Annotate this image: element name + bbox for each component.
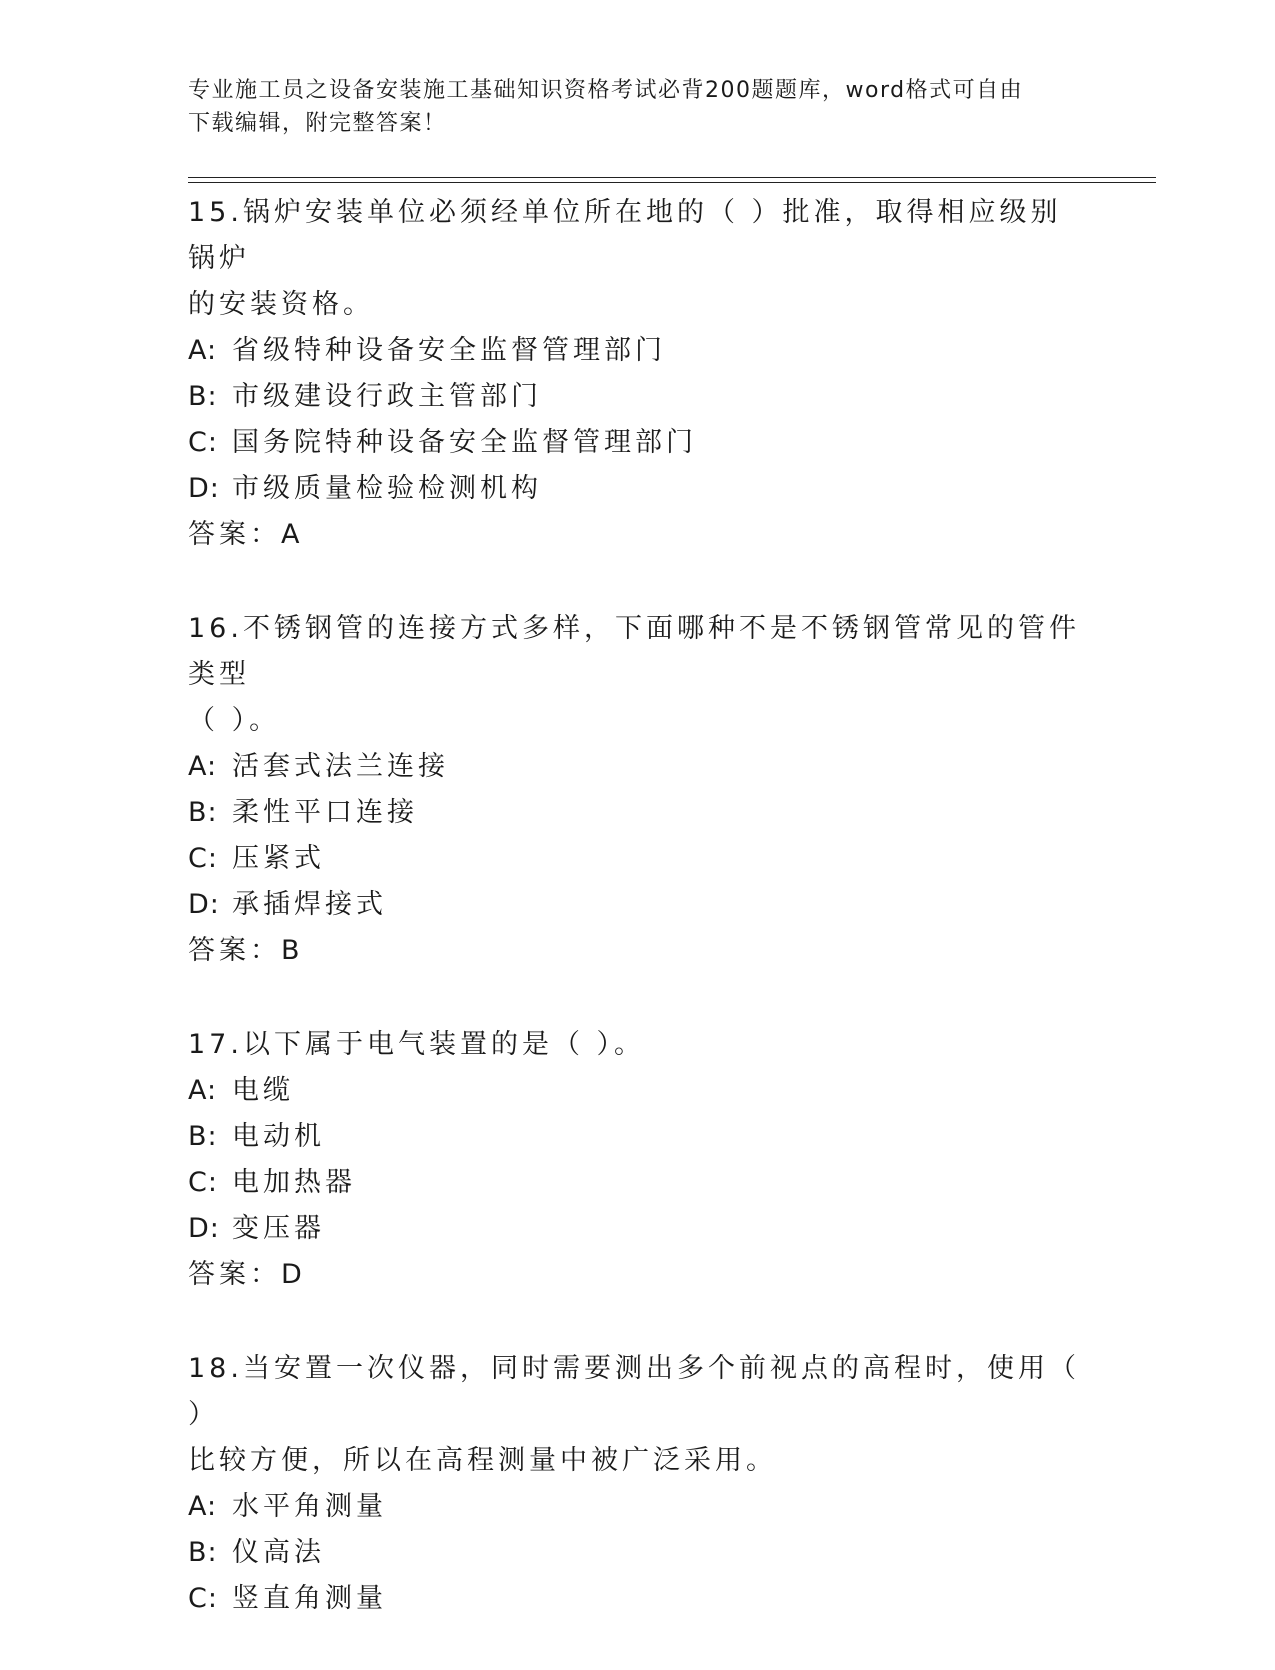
option-text: 变压器 bbox=[232, 1213, 325, 1244]
answer-label: 答案： bbox=[188, 935, 281, 966]
option-c bbox=[188, 836, 1088, 882]
question-text-line: 16.不锈钢管的连接方式多样，下面哪种不是不锈钢管常见的管件类型 bbox=[188, 613, 1080, 690]
option-key: A: bbox=[188, 335, 218, 366]
option-text: 仪高法 bbox=[232, 1537, 325, 1568]
option-text: 省级特种设备安全监督管理部门 bbox=[232, 335, 666, 366]
option-b bbox=[188, 1114, 1088, 1160]
option-text: 柔性平口连接 bbox=[232, 797, 418, 828]
option-d bbox=[188, 882, 1088, 928]
option-key: B: bbox=[188, 1121, 218, 1152]
option-c bbox=[188, 1160, 1088, 1206]
option-b bbox=[188, 374, 1088, 420]
option-text: 电动机 bbox=[232, 1121, 325, 1152]
question-text-line: （ ）。 bbox=[188, 705, 281, 736]
option-text: 电缆 bbox=[232, 1075, 294, 1106]
question-text-line: 15.锅炉安装单位必须经单位所在地的（ ）批准，取得相应级别锅炉 bbox=[188, 197, 1062, 274]
option-text: 竖直角测量 bbox=[232, 1583, 387, 1614]
answer-value: D bbox=[281, 1259, 302, 1290]
document-header bbox=[188, 74, 1068, 140]
option-text: 活套式法兰连接 bbox=[232, 751, 449, 782]
option-a bbox=[188, 1484, 1088, 1530]
option-text: 承插焊接式 bbox=[232, 889, 387, 920]
answer-label: 答案： bbox=[188, 519, 281, 550]
question-18 bbox=[188, 1346, 1088, 1622]
option-key: D: bbox=[188, 1213, 220, 1244]
question-list bbox=[188, 190, 1088, 1670]
option-text: 压紧式 bbox=[232, 843, 325, 874]
option-key: C: bbox=[188, 1167, 218, 1198]
option-text: 水平角测量 bbox=[232, 1491, 387, 1522]
option-text: 国务院特种设备安全监督管理部门 bbox=[232, 427, 697, 458]
option-key: A: bbox=[188, 1491, 218, 1522]
option-text: 市级质量检验检测机构 bbox=[232, 473, 542, 504]
option-b bbox=[188, 1530, 1088, 1576]
option-c bbox=[188, 1576, 1088, 1622]
answer-value: A bbox=[281, 519, 300, 550]
option-d bbox=[188, 466, 1088, 512]
option-key: C: bbox=[188, 1583, 218, 1614]
option-c bbox=[188, 420, 1088, 466]
answer-line bbox=[188, 512, 1088, 558]
option-key: A: bbox=[188, 751, 218, 782]
question-text-line: 17.以下属于电气装置的是（ ）。 bbox=[188, 1029, 646, 1060]
header-divider-bottom bbox=[188, 182, 1156, 183]
option-key: C: bbox=[188, 843, 218, 874]
option-key: D: bbox=[188, 473, 220, 504]
question-text-line: 比较方便，所以在高程测量中被广泛采用。 bbox=[188, 1445, 777, 1476]
option-text: 市级建设行政主管部门 bbox=[232, 381, 542, 412]
option-key: A: bbox=[188, 1075, 218, 1106]
header-divider-top bbox=[188, 177, 1156, 178]
answer-value: B bbox=[281, 935, 300, 966]
question-15 bbox=[188, 190, 1088, 558]
header-line-1: 专业施工员之设备安装施工基础知识资格考试必背200题题库，word格式可自由 bbox=[188, 78, 1024, 103]
option-a bbox=[188, 1068, 1088, 1114]
answer-label: 答案： bbox=[188, 1259, 281, 1290]
answer-line bbox=[188, 1252, 1088, 1298]
option-key: D: bbox=[188, 889, 220, 920]
header-line-2: 下载编辑，附完整答案！ bbox=[188, 111, 447, 136]
option-a bbox=[188, 744, 1088, 790]
question-16 bbox=[188, 606, 1088, 974]
option-key: B: bbox=[188, 1537, 218, 1568]
option-d bbox=[188, 1206, 1088, 1252]
answer-line bbox=[188, 928, 1088, 974]
question-17 bbox=[188, 1022, 1088, 1298]
question-text-line: 18.当安置一次仪器，同时需要测出多个前视点的高程时，使用（ ） bbox=[188, 1353, 1080, 1430]
option-key: C: bbox=[188, 427, 218, 458]
option-a bbox=[188, 328, 1088, 374]
option-key: B: bbox=[188, 381, 218, 412]
question-text-line: 的安装资格。 bbox=[188, 289, 374, 320]
option-key: B: bbox=[188, 797, 218, 828]
option-text: 电加热器 bbox=[232, 1167, 356, 1198]
option-b bbox=[188, 790, 1088, 836]
